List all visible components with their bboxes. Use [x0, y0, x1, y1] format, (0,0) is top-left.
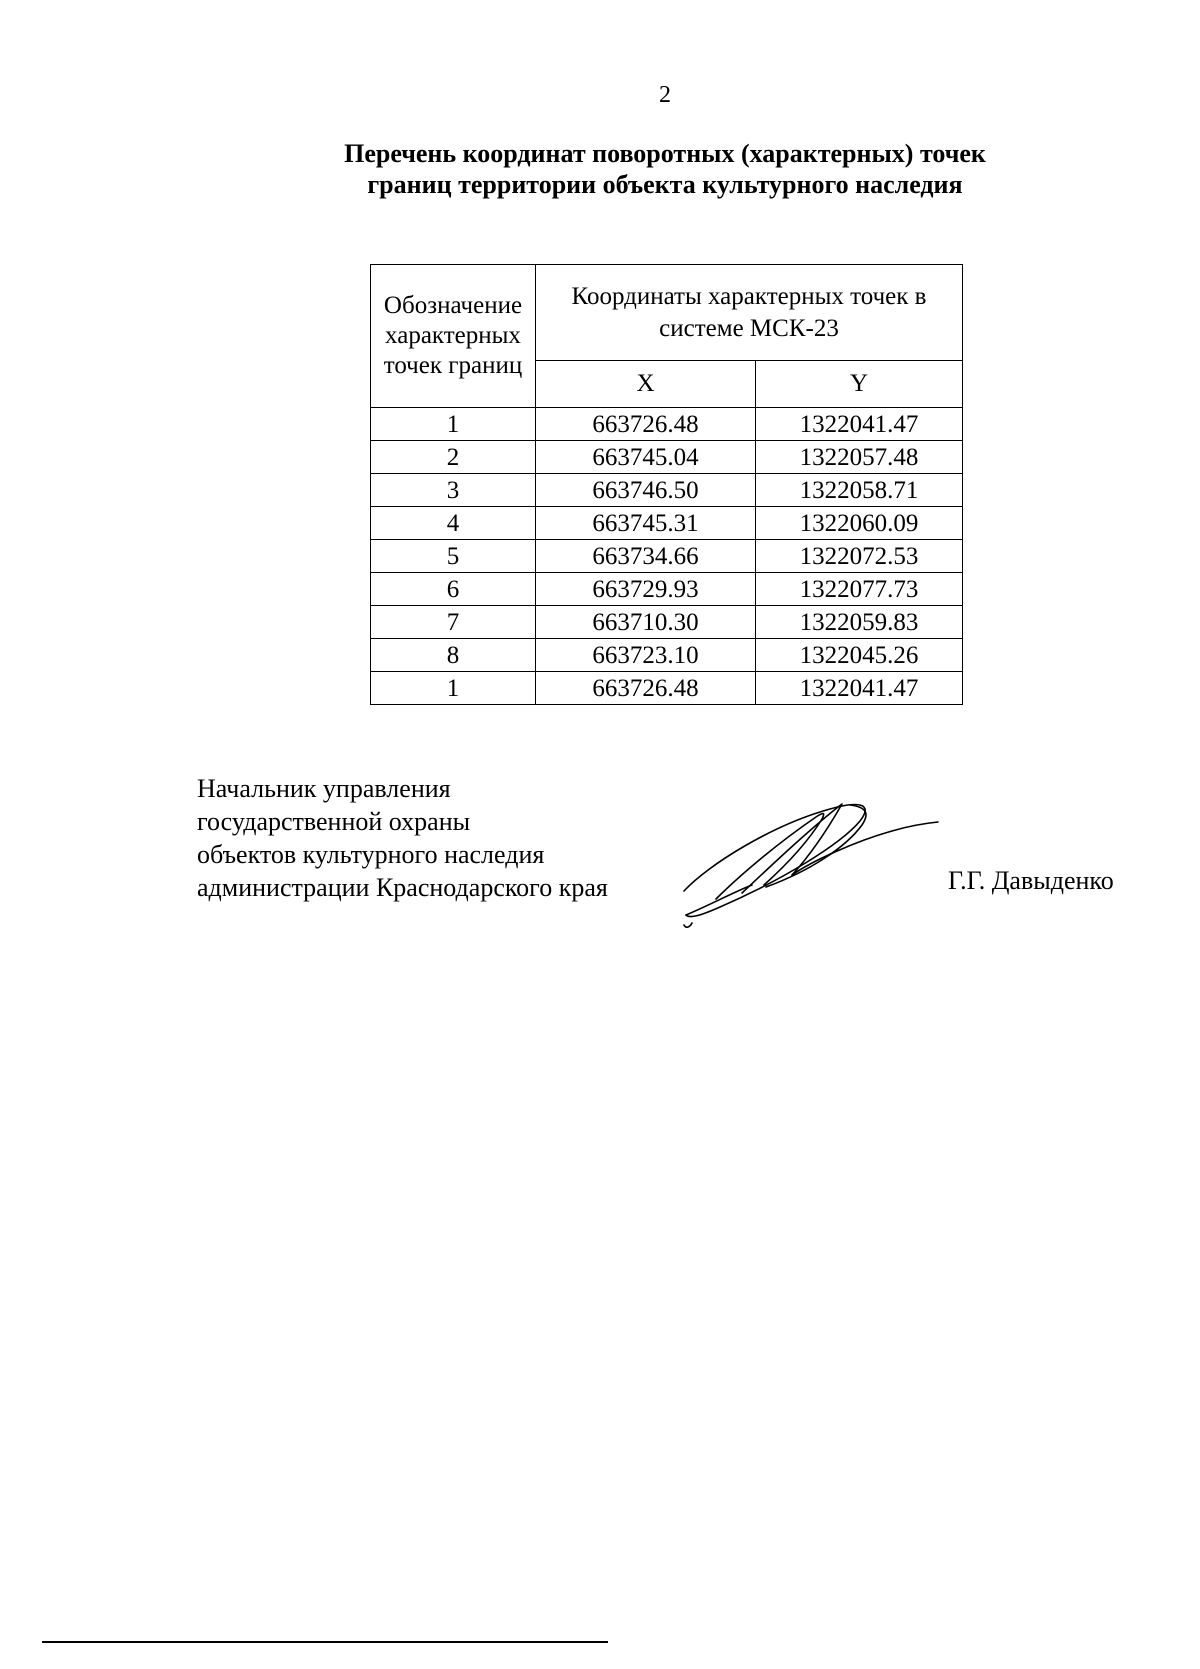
signatory-position [197, 772, 608, 904]
header-x: X [536, 361, 756, 408]
point-cell: 1 [371, 672, 536, 705]
position-line-4: администрации Краснодарского края [197, 873, 608, 902]
title-line-1: Перечень координат поворотных (характерных) точек [344, 139, 986, 168]
point-cell: 8 [371, 639, 536, 672]
x-cell: 663726.48 [536, 408, 756, 441]
title-line-2: границ территории объекта культурного наследия [367, 170, 963, 199]
header-coordinate-system: Координаты характерных точек в системе МСК-23 [536, 265, 963, 361]
position-line-2: государственной охраны [197, 807, 471, 836]
table-row [371, 540, 963, 573]
x-cell: 663710.30 [536, 606, 756, 639]
table-row [371, 639, 963, 672]
position-line-1: Начальник управления [197, 774, 451, 803]
y-cell: 1322057.48 [756, 441, 963, 474]
table-row [371, 474, 963, 507]
x-cell: 663734.66 [536, 540, 756, 573]
y-cell: 1322058.71 [756, 474, 963, 507]
y-cell: 1322072.53 [756, 540, 963, 573]
point-cell: 3 [371, 474, 536, 507]
document-title [240, 138, 1090, 200]
point-cell: 1 [371, 408, 536, 441]
y-cell: 1322059.83 [756, 606, 963, 639]
header-y: Y [756, 361, 963, 408]
y-cell: 1322045.26 [756, 639, 963, 672]
coordinates-table [370, 264, 963, 705]
table-row [371, 441, 963, 474]
x-cell: 663726.48 [536, 672, 756, 705]
table-row [371, 408, 963, 441]
y-cell: 1322060.09 [756, 507, 963, 540]
point-cell: 6 [371, 573, 536, 606]
position-line-3: объектов культурного наследия [197, 840, 545, 869]
page-number: 2 [659, 82, 671, 108]
header-designation: Обозначение характерных точек границ [371, 265, 536, 408]
x-cell: 663745.04 [536, 441, 756, 474]
table-row [371, 606, 963, 639]
table-row [371, 507, 963, 540]
x-cell: 663723.10 [536, 639, 756, 672]
x-cell: 663745.31 [536, 507, 756, 540]
point-cell: 4 [371, 507, 536, 540]
handwritten-signature [680, 795, 940, 930]
table-row [371, 573, 963, 606]
x-cell: 663729.93 [536, 573, 756, 606]
point-cell: 7 [371, 606, 536, 639]
signer-name: Г.Г. Давыденко [948, 866, 1114, 895]
y-cell: 1322077.73 [756, 573, 963, 606]
table-row [371, 672, 963, 705]
point-cell: 2 [371, 441, 536, 474]
point-cell: 5 [371, 540, 536, 573]
y-cell: 1322041.47 [756, 672, 963, 705]
y-cell: 1322041.47 [756, 408, 963, 441]
footer-divider [42, 1641, 608, 1643]
x-cell: 663746.50 [536, 474, 756, 507]
